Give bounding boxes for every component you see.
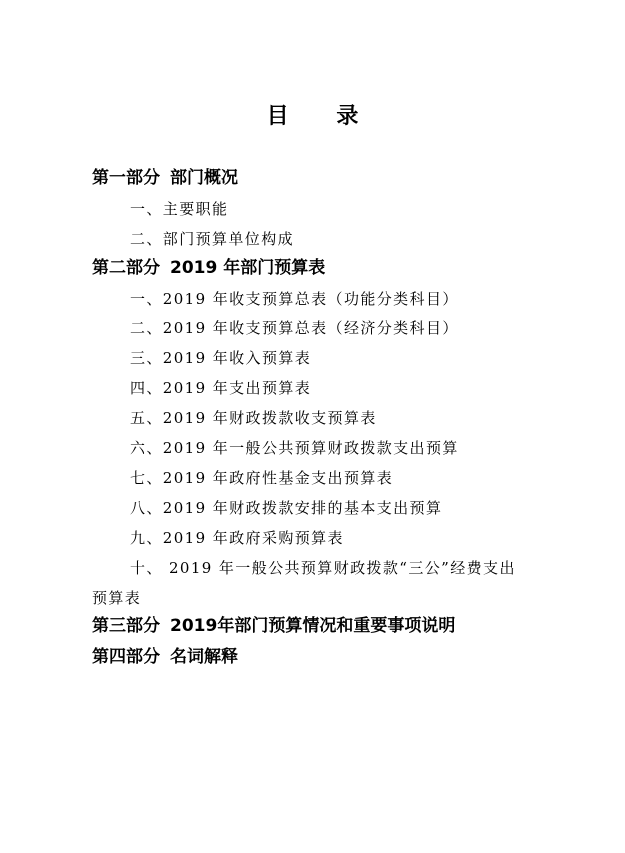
toc-part-name: 部门概况 xyxy=(170,168,238,188)
toc-item-2-8[interactable]: 八、2019 年财政拨款安排的基本支出预算 xyxy=(130,499,443,517)
toc-part-label: 第一部分 xyxy=(92,168,160,188)
page-title: 目 录 xyxy=(266,104,379,129)
toc-part-4[interactable] xyxy=(92,645,238,669)
toc-part-label: 第三部分 xyxy=(92,616,160,636)
toc-item-2-9[interactable]: 九、2019 年政府采购预算表 xyxy=(130,529,344,547)
toc-item-1-1[interactable]: 一、主要职能 xyxy=(130,200,229,218)
toc-item-2-5[interactable]: 五、2019 年财政拨款收支预算表 xyxy=(130,409,377,427)
toc-item-1-2[interactable]: 二、部门预算单位构成 xyxy=(130,230,295,248)
toc-item-2-10[interactable]: 十、 2019 年一般公共预算财政拨款“三公”经费支出 xyxy=(130,559,516,577)
toc-item-2-2[interactable]: 二、2019 年收支预算总表（经济分类科目） xyxy=(130,319,459,337)
toc-part-label: 第四部分 xyxy=(92,647,160,667)
toc-item-2-7[interactable]: 七、2019 年政府性基金支出预算表 xyxy=(130,469,394,487)
toc-part-name: 2019 年部门预算表 xyxy=(170,258,326,278)
toc-item-2-3[interactable]: 三、2019 年收入预算表 xyxy=(130,349,312,367)
toc-part-name: 名词解释 xyxy=(170,647,238,667)
toc-part-2[interactable] xyxy=(92,256,325,280)
toc-item-2-1[interactable]: 一、2019 年收支预算总表（功能分类科目） xyxy=(130,290,459,308)
toc-part-label: 第二部分 xyxy=(92,258,160,278)
toc-part-1[interactable] xyxy=(92,166,238,190)
toc-item-2-10-continued[interactable]: 预算表 xyxy=(92,589,142,607)
toc-item-2-6[interactable]: 六、2019 年一般公共预算财政拨款支出预算 xyxy=(130,439,459,457)
toc-part-3[interactable] xyxy=(92,614,455,638)
toc-part-name: 2019年部门预算情况和重要事项说明 xyxy=(170,616,456,636)
toc-item-2-4[interactable]: 四、2019 年支出预算表 xyxy=(130,379,312,397)
